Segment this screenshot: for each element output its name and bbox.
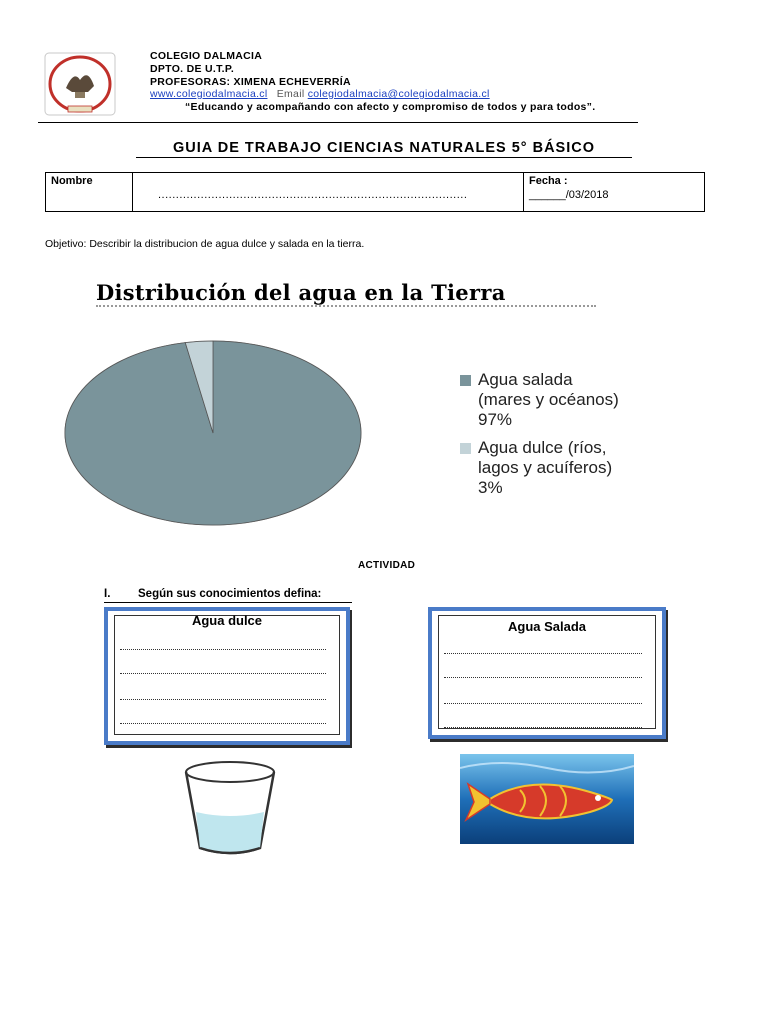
school-name: COLEGIO DALMACIA [150, 50, 263, 62]
answer-line [120, 649, 326, 651]
date-value: ______/03/2018 [529, 189, 609, 201]
legend-dulce-pct: 3% [478, 478, 503, 497]
answer-line [444, 703, 642, 705]
water-glass-image [180, 760, 280, 860]
contact-line [150, 88, 490, 100]
department: DPTO. DE U.T.P. [150, 63, 235, 75]
answer-line [444, 677, 642, 679]
legend-salada-line1: Agua salada [478, 370, 573, 389]
name-label: Nombre [46, 173, 133, 212]
date-cell[interactable] [524, 173, 705, 212]
legend-salada-pct: 97% [478, 410, 513, 429]
agua-salada-title: Agua Salada [507, 619, 587, 634]
legend-salada [478, 370, 619, 430]
pie-chart [60, 336, 370, 531]
answer-line [120, 673, 326, 675]
name-dotted-line: ....................................................................................... [158, 189, 468, 201]
title-underline [136, 157, 632, 158]
name-field[interactable] [133, 173, 524, 212]
header-divider [38, 122, 638, 123]
legend-dulce [478, 438, 612, 498]
objective: Objetivo: Describir la distribucion de agua dulce y salada en la tierra. [45, 238, 365, 250]
answer-line [444, 653, 642, 655]
motto: “Educando y acompañando con afecto y compromiso de todos y para todos”. [185, 101, 596, 113]
legend-dulce-line1: Agua dulce (ríos, [478, 438, 607, 457]
answer-line [120, 699, 326, 701]
website-link[interactable]: www.colegiodalmacia.cl [150, 88, 268, 100]
legend-salada-line2: (mares y océanos) [478, 390, 619, 409]
name-date-table [45, 172, 705, 212]
page-title: GUIA DE TRABAJO CIENCIAS NATURALES 5° BÁSICO [173, 140, 595, 156]
ocean-fish-image [460, 754, 634, 844]
email-link[interactable]: colegiodalmacia@colegiodalmacia.cl [307, 88, 490, 100]
activity-instruction: Según sus conocimientos defina: [138, 588, 322, 600]
answer-line [444, 727, 642, 729]
legend-swatch-dulce [460, 443, 471, 454]
chart-title: Distribución del agua en la Tierra [96, 280, 506, 305]
answer-line [120, 723, 326, 725]
agua-dulce-box[interactable] [104, 607, 350, 745]
legend-dulce-line2: lagos y acuíferos) [478, 458, 613, 477]
chart-title-shadow-line [96, 305, 596, 307]
activity-heading: ACTIVIDAD [358, 560, 416, 571]
activity-numeral: I. [104, 588, 111, 600]
email-label: Email [276, 88, 305, 100]
school-logo [44, 52, 116, 116]
agua-dulce-title: Agua dulce [191, 613, 263, 628]
agua-salada-box[interactable] [428, 607, 666, 739]
teachers: PROFESORAS: XIMENA ECHEVERRÍA [150, 76, 351, 88]
instruction-underline [104, 602, 352, 603]
legend-swatch-salada [460, 375, 471, 386]
date-label: Fecha : [529, 175, 568, 187]
